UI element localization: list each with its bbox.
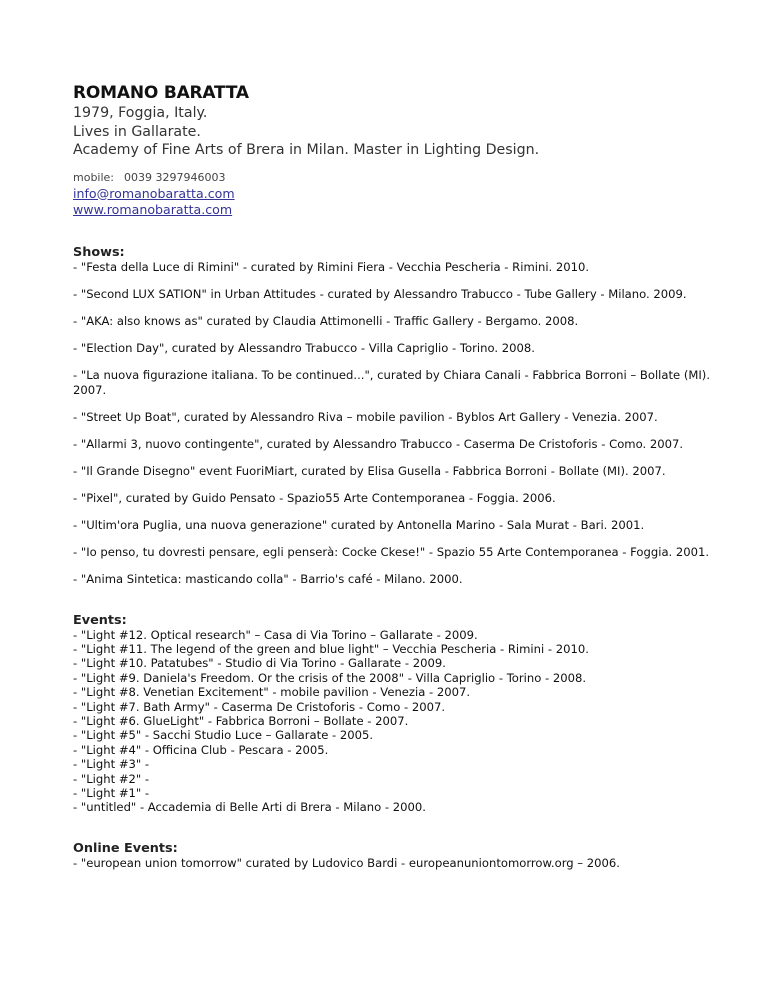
shows-title: Shows: [73, 244, 125, 260]
event-item: - "Light #2" - [73, 771, 150, 786]
online-events-title: Online Events: [73, 840, 178, 856]
show-item: - "Festa della Luce di Rimini" - curated by Rimini Fiera - Vecchia Pescheria - Rimini. 2010. [73, 259, 590, 274]
show-item: - "Pixel", curated by Guido Pensato - Spazio55 Arte Contemporanea - Foggia. 2006. [73, 490, 556, 505]
mobile-line [73, 170, 728, 186]
mobile-label: mobile: [73, 170, 115, 184]
show-item: - "AKA: also knows as" curated by Claudia Attimonelli - Traffic Gallery - Bergamo. 2008. [73, 313, 579, 328]
event-item: - "Light #1" - [73, 785, 150, 800]
show-item: - "Allarmi 3, nuovo contingente", curated by Alessandro Trabucco - Caserma De Cristoforis - Como. 2007. [73, 436, 684, 451]
event-item: - "Light #10. Patatubes" - Studio di Via Torino - Gallarate - 2009. [73, 656, 446, 671]
website-link[interactable]: www.romanobaratta.com [73, 202, 233, 217]
event-item: - "Light #11. The legend of the green and blue light" – Vecchia Pescheria - Rimini - 2010. [73, 641, 589, 656]
event-item: - "Light #3" - [73, 757, 150, 772]
online-events-section [73, 841, 728, 870]
event-item: - "Light #8. Venetian Excitement" - mobile pavilion - Venezia - 2007. [73, 685, 471, 700]
birth-info: 1979, Foggia, Italy. [73, 105, 208, 121]
event-item: - "untitled" - Accademia di Belle Arti di Brera - Milano - 2000. [73, 800, 426, 815]
event-item: - "Light #5" - Sacchi Studio Luce – Gallarate - 2005. [73, 728, 374, 743]
shows-section [73, 245, 728, 587]
show-item: - "Street Up Boat", curated by Alessandro Riva – mobile pavilion - Byblos Art Gallery - Venezia. 2007. [73, 409, 658, 424]
mobile-number: 0039 3297946003 [124, 170, 226, 184]
artist-name: ROMANO BARATTA [73, 83, 249, 103]
online-events-list [73, 856, 728, 870]
residence-info: Lives in Gallarate. [73, 123, 201, 140]
online-event-item: - "european union tomorrow" curated by Ludovico Bardi - europeanuniontomorrow.org – 2006. [73, 855, 620, 870]
show-item: - "La nuova figurazione italiana. To be continued...", curated by Chiara Canali - Fabbrica Borroni – Bollate (MI). 2007. [73, 367, 711, 397]
show-item: - "Il Grande Disegno" event FuoriMiart, curated by Elisa Gusella - Fabbrica Borroni - Bollate (MI). 2007. [73, 463, 666, 478]
show-item: - "Io penso, tu dovresti pensare, egli penserà: Cocke Ckese!" - Spazio 55 Arte Contemporanea - Foggia. 2001. [73, 544, 710, 559]
events-section [73, 613, 728, 815]
education-info: Academy of Fine Arts of Brera in Milan. Master in Lighting Design. [73, 142, 540, 158]
event-item: - "Light #7. Bath Army" - Caserma De Cristoforis - Como - 2007. [73, 699, 446, 714]
email-link[interactable]: info@romanobaratta.com [73, 185, 235, 201]
event-item: - "Light #9. Daniela's Freedom. Or the crisis of the 2008" - Villa Capriglio - Torino - 2008. [73, 670, 587, 685]
event-item: - "Light #12. Optical research" – Casa di Via Torino – Gallarate - 2009. [73, 627, 478, 642]
events-title: Events: [73, 612, 127, 628]
show-item: - "Ultim'ora Puglia, una nuova generazione" curated by Antonella Marino - Sala Murat - Bari. 2001. [73, 517, 645, 532]
header [73, 82, 728, 219]
show-item: - "Anima Sintetica: masticando colla" - Barrio's café - Milano. 2000. [73, 571, 463, 586]
events-list [73, 628, 728, 815]
show-item: - "Second LUX SATION" in Urban Attitudes - curated by Alessandro Trabucco - Tube Gallery - Milano. 2009. [73, 286, 687, 301]
event-item: - "Light #6. GlueLight" - Fabbrica Borroni – Bollate - 2007. [73, 713, 409, 728]
event-item: - "Light #4" - Officina Club - Pescara - 2005. [73, 742, 329, 757]
show-item: - "Election Day", curated by Alessandro Trabucco - Villa Capriglio - Torino. 2008. [73, 340, 535, 355]
